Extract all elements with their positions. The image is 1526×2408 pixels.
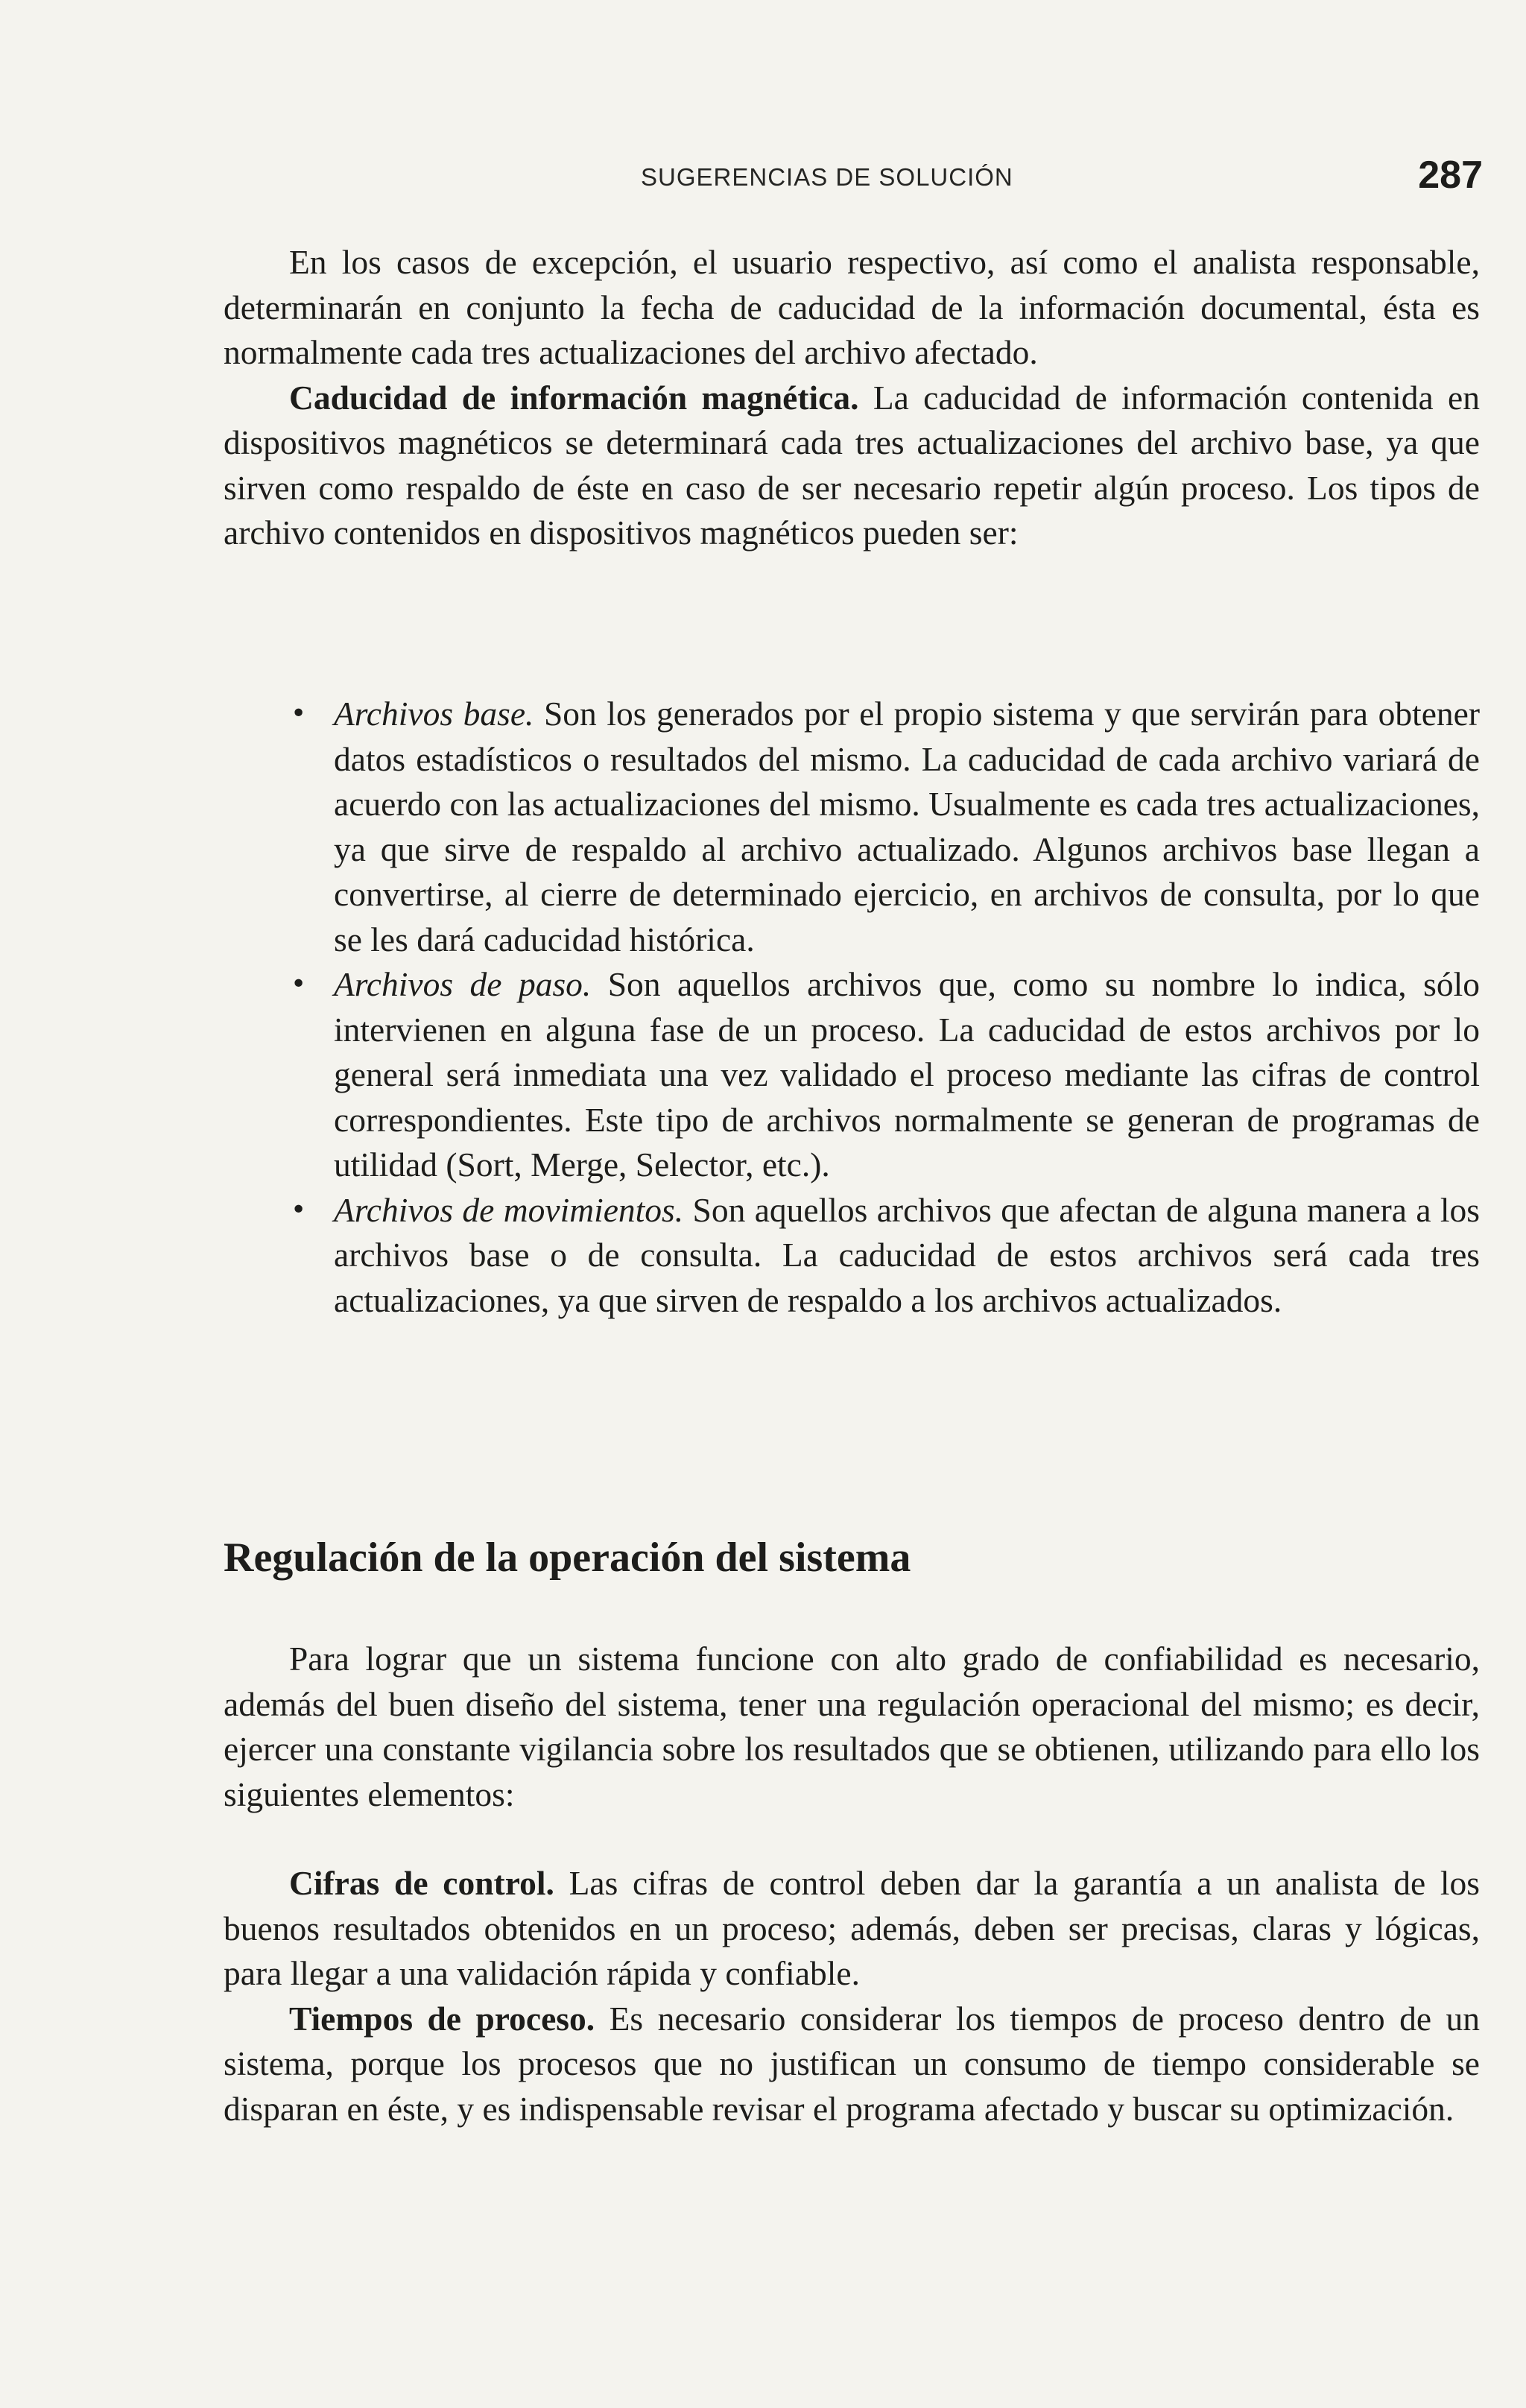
bullet-icon: • [291,969,307,999]
text-block-caducidad [224,240,1480,556]
page-number: 287 [1418,154,1483,197]
text-archivos-movimientos: Son aquellos archivos que afectan de alguna manera a los archivos base o de consulta. La caducidad de estos archivos será cada tres actualizaciones, ya que sirven de respaldo a los archivos actualizados. [334,1190,1480,1319]
body-tiempos-proceso: Es necesario considerar los tiempos de proceso dentro de un sistema, porque los procesos que no justifican un consumo de tiempo considerable se disparan en éste, y es indispensable revisar el programa afectado y buscar su optimización. [224,1999,1480,2128]
file-types-list [224,692,1480,1323]
list-item-archivos-base [224,692,1480,962]
paragraph-tiempos-proceso [224,1997,1480,2132]
heading-tiempos-proceso: Tiempos de proceso. [289,1999,595,2038]
list-item-archivos-paso [224,962,1480,1188]
text-archivos-base: Son los generados por el propio sistema y que servirán para obtener datos estadísticos o resultados del mismo. La caducidad de cada archivo variará de acuerdo con las actualizaciones del mismo. Usualmente es cada tres actualizaciones, ya que sirve de respaldo al archivo actualizado. Algunos archivos base llegan a convertirse, al cierre de determinado ejercicio, en archivos de consulta, por lo que se les dará caducidad histórica. [334,695,1481,958]
running-head: SUGERENCIAS DE SOLUCIÓN [641,163,1013,191]
term-archivos-paso: Archivos de paso. [334,965,592,1003]
paragraph-section-intro: Para lograr que un sistema funcione con alto grado de confiabilidad es necesario, además del buen diseño del sistema, tener una regulación operacional del mismo; es decir, ejercer una constante vigilancia sobre los resultados que se obtienen, utilizando para ello los siguientes elementos: [224,1640,1480,1813]
term-archivos-base: Archivos base. [334,695,534,733]
paragraph-informacion-magnetica [224,376,1480,556]
heading-informacion-magnetica: Caducidad de información magnética. [289,378,859,417]
section-intro-block [224,1637,1480,1817]
list-item-archivos-movimientos [224,1188,1480,1324]
page-header [224,153,1483,205]
text-archivos-paso: Son aquellos archivos que, como su nombre lo indica, sólo intervienen en alguna fase de un proceso. La caducidad de estos archivos por lo general será inmediata una vez validado el proceso mediante las cifras de control correspondientes. Este tipo de archivos normalmente se generan de programas de utilidad (Sort, Merge, Selector, etc.). [334,965,1480,1184]
term-archivos-movimientos: Archivos de movimientos. [334,1190,684,1229]
section-title: Regulación de la operación del sistema [224,1535,911,1581]
bullet-icon: • [291,1194,307,1225]
bullet-icon: • [291,698,307,729]
paragraph-excepcion: En los casos de excepción, el usuario respectivo, así como el analista responsable, determinarán en conjunto la fecha de caducidad de la información documental, ésta es normalmente cada tres actualizaciones del archivo afectado. [224,243,1480,371]
paragraph-cifras-control [224,1861,1480,1997]
body-informacion-magnetica: La caducidad de información contenida en dispositivos magnéticos se determinará cada tres actualizaciones del archivo base, ya que sirven como respaldo de éste en caso de ser necesario repetir algún proceso. Los tipos de archivo contenidos en dispositivos magnéticos pueden ser: [224,378,1480,552]
body-cifras-control: Las cifras de control deben dar la garantía a un analista de los buenos resultados obtenidos en un proceso; además, deben ser precisas, claras y lógicas, para llegar a una validación rápida y confiable. [224,1864,1480,1992]
heading-cifras-control: Cifras de control. [289,1864,554,1902]
section-elements-block [224,1861,1480,2132]
